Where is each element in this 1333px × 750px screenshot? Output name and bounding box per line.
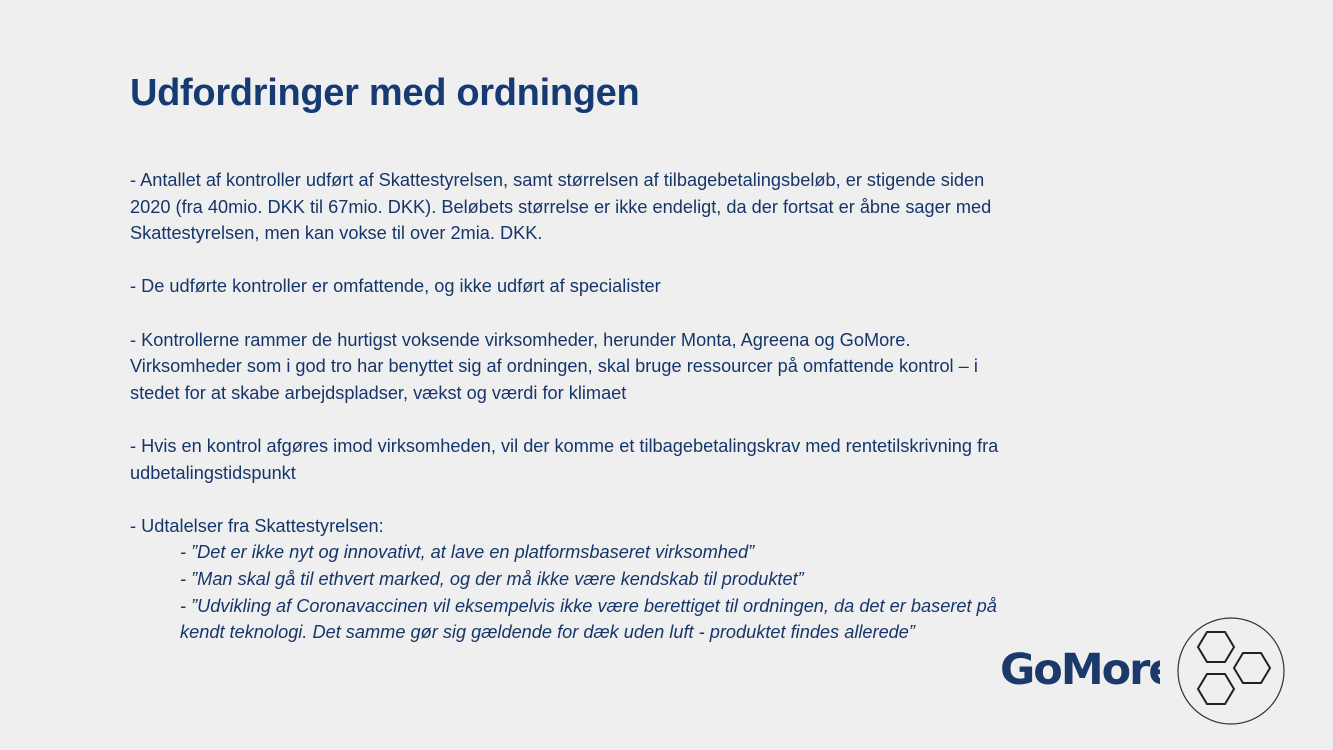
slide-title: Udfordringer med ordningen [130, 72, 640, 114]
statements-heading: - Udtalelser fra Skattestyrelsen: [130, 515, 384, 536]
paragraph-2: - De udførte kontroller er omfattende, og ikke udført af specialister [130, 276, 661, 297]
gomore-logo [1000, 640, 1160, 701]
gomore-logo-graphic [1000, 640, 1160, 696]
quote-2: - ”Man skal gå til ethvert marked, og der må ikke være kendskab til produktet” [180, 568, 804, 589]
quote-1: - ”Det er ikke nyt og innovativt, at lave en platformsbaseret virksomhed” [180, 542, 755, 563]
paragraph-4: - Hvis en kontrol afgøres imod virksomheden, vil der komme et tilbagebetalingskrav med rentetilskrivning fra udbetalingstidspunkt [130, 435, 999, 483]
svg-text:GoMore: GoMore [1000, 645, 1160, 695]
paragraph-1: - Antallet af kontroller udført af Skattestyrelsen, samt størrelsen af tilbagebetalingsbeløb, er stigende siden 2020 (fra 40mio. DKK til 67mio. DKK). Beløbets størrelse er ikke endeligt, da der fortsat er åbne sager med Skattestyrelsen, men kan vokse til over 2mia. DKK. [130, 170, 992, 244]
hexagon-cluster-icon [1176, 616, 1286, 731]
quote-list [180, 539, 1010, 645]
slide-body [130, 167, 1010, 646]
quote-3: - ”Udvikling af Coronavaccinen vil eksempelvis ikke være berettiget til ordningen, da det er baseret på kendt teknologi. Det samme gør sig gældende for dæk uden luft - produktet findes allerede” [180, 595, 997, 643]
paragraph-3: - Kontrollerne rammer de hurtigst voksende virksomheder, herunder Monta, Agreena og GoMore. Virksomheder som i god tro har benyttet sig af ordningen, skal bruge ressourcer på omfattende kontrol – i stedet for at skabe arbejdspladser, vækst og værdi for klimaet [130, 329, 978, 403]
